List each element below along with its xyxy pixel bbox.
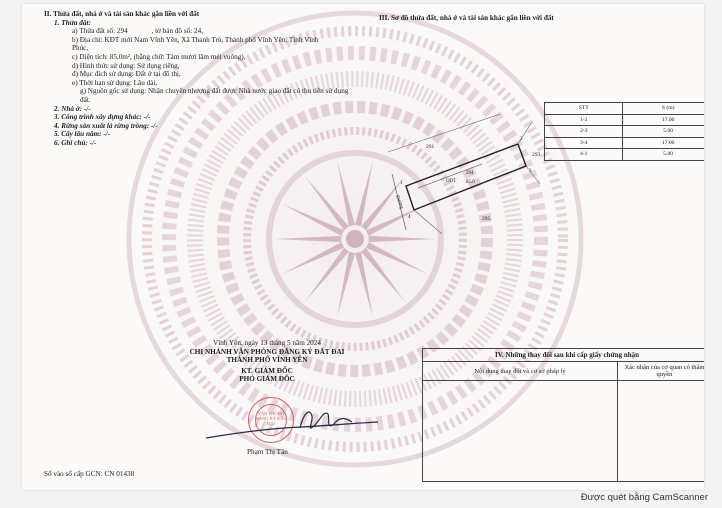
- table-row: [545, 149, 705, 161]
- area-line: c) Diện tích: 85,0m², (bằng chữ: Tám mươi lăm mét vuông),: [72, 52, 246, 61]
- segment-cell: 1-2: [545, 114, 623, 126]
- usage-purpose-line: đ) Mục đích sử dụng: Đất ở tại đô thị,: [72, 70, 181, 79]
- dimension-table: [544, 102, 704, 161]
- length-cell: 5.00: [623, 149, 704, 161]
- item-2: 2. Nhà ở: -/-: [54, 104, 91, 113]
- section-3-title: III. Sơ đồ thửa đất, nhà ở và tài sản khác gắn liền với đất: [379, 14, 554, 22]
- parcel-number-line: a) Thửa đất số: 294 , tờ bản đồ số: 24,: [72, 27, 203, 36]
- changes-table: [422, 348, 704, 482]
- change-content-header: Nội dung thay đổi và cơ sở pháp lý: [423, 362, 618, 381]
- segment-cell: 3-4: [545, 137, 623, 149]
- table-row: [545, 137, 705, 149]
- length-cell: 5.00: [623, 126, 704, 138]
- role-line2: PHÓ GIÁM ĐỐC: [239, 375, 295, 384]
- authority-confirmation-header: Xác nhận của cơ quan có thẩm quyền: [618, 362, 705, 381]
- neighbor-293-label: 293: [532, 152, 541, 158]
- certificate-page: [22, 4, 704, 490]
- segment-cell: 4-1: [545, 149, 623, 161]
- address-line-continued: Phúc,: [72, 44, 89, 53]
- parcel-area-label: 85.0: [466, 180, 475, 185]
- item-4: 4. Rừng sản xuất là rừng trồng: -/-: [54, 121, 158, 130]
- address-line: b) Địa chỉ: KĐT mới Nam Vĩnh Yên, Xã Thanh Trù, Thành phố Vĩnh Yên, Tỉnh Vĩnh: [72, 35, 319, 44]
- item-6: 6. Ghi chú: -/-: [54, 138, 97, 147]
- signature-block: [182, 339, 352, 384]
- table-row: [545, 126, 705, 138]
- sign-place-date: Vĩnh Yên, ngày 13 tháng 5 năm 2024: [213, 339, 321, 347]
- origin-line: g) Nguồn gốc sử dụng: Nhận chuyển nhượng đất được Nhà nước giao đất có thu tiền sử dụng đất.: [80, 87, 349, 104]
- certificate-register-number: Số vào sổ cấp GCN: CN 01438: [44, 470, 135, 478]
- header-stt: STT: [545, 103, 623, 115]
- role-line1: KT. GIÁM ĐỐC: [241, 366, 293, 375]
- item-3: 3. Công trình xây dựng khác: -/-: [54, 113, 151, 122]
- authority-confirmation-cell: [618, 381, 705, 482]
- parcel-map: [382, 114, 542, 234]
- parcel-type-label: ODT: [446, 179, 457, 184]
- table-row: [545, 114, 705, 126]
- header-length: S (m): [623, 103, 704, 115]
- vertex-4-label: 4: [408, 215, 411, 220]
- segment-cell: 2-3: [545, 126, 623, 138]
- scanner-watermark-text: Được quét bằng CamScanner: [580, 492, 708, 503]
- length-cell: 17.00: [623, 137, 704, 149]
- item-5: 5. Cây lâu năm: -/-: [54, 130, 111, 139]
- parcel-number-label: 294: [466, 171, 474, 176]
- handwritten-signature: [202, 402, 392, 447]
- vertex-1-label: 1: [400, 181, 403, 186]
- section-2-title: II. Thửa đất, nhà ở và tài sản khác gắn liền với đất: [44, 10, 200, 18]
- vertex-2-label: 2: [520, 137, 523, 142]
- org-name-line1: CHI NHÁNH VĂN PHÒNG ĐĂNG KÝ ĐẤT ĐAI: [189, 347, 345, 356]
- vertex-3-label: 3: [529, 169, 532, 174]
- land-info-section: [44, 10, 364, 148]
- item-1-title: 1. Thửa đất:: [54, 18, 91, 27]
- neighbor-291-label: 291: [426, 144, 435, 150]
- table-header-row: [545, 103, 705, 115]
- section-4-title: IV. Những thay đổi sau khi cấp giấy chứng nhận: [423, 349, 705, 362]
- change-content-cell: [423, 381, 618, 482]
- usage-form-line: d) Hình thức sử dụng: Sử dụng riêng,: [72, 61, 180, 70]
- org-name-line2: THÀNH PHỐ VĨNH YÊN: [226, 356, 308, 365]
- stamp-text: VĂN PHÒNG ĐĂNG KÝ ĐẤT ĐAI: [255, 411, 287, 426]
- neighbor-295-label: 295: [482, 216, 491, 222]
- usage-term-line: e) Thời hạn sử dụng: Lâu dài,: [72, 78, 158, 87]
- signer-name: Phạm Thị Tân: [247, 448, 288, 456]
- road-label: Đường: [394, 194, 404, 210]
- length-cell: 17.00: [623, 114, 704, 126]
